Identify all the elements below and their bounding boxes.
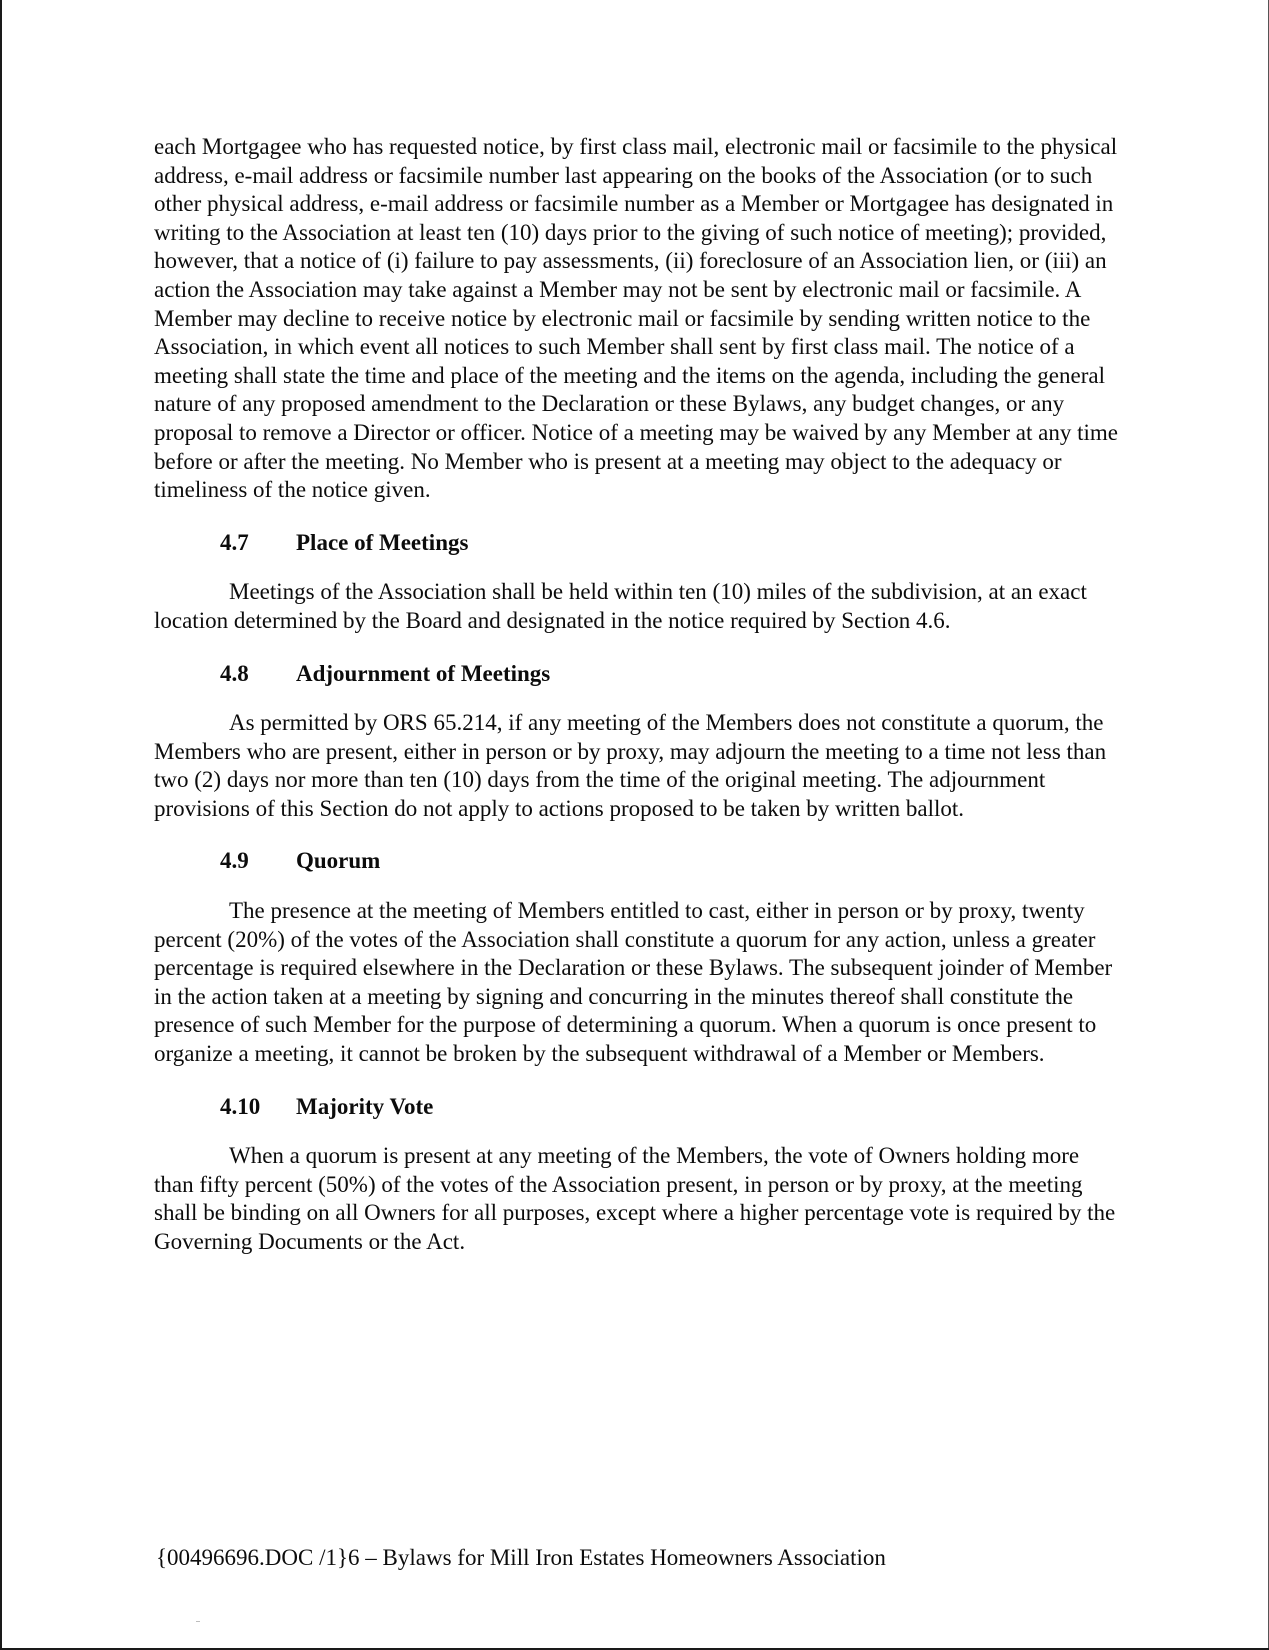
section-body-4-9: The presence at the meeting of Members entitled to cast, either in person or by proxy, twenty percent (20%) of the votes of the Association shall constitute a quorum for any action, unless a greater percentage is required elsewhere in the Declaration or these Bylaws. The subsequent joinder of Member in the action taken at a meeting by signing and concurring in the minutes thereof shall constitute the presence of such Member for the purpose of determining a quorum. When a quorum is once present to organize a meeting, it cannot be broken by the subsequent withdrawal of a Member or Members. [154,898,1113,1067]
section-heading-4-9 [154,847,1119,876]
opening-paragraph: each Mortgagee who has requested notice, by first class mail, electronic mail or facsimile to the physical address, e-mail address or facsimile number last appearing on the books of the Association (or to such other physical address, e-mail address or facsimile number as a Member or Mortgagee has designated in writing to the Association at least ten (10) days prior to the giving of such notice of meeting); provided, however, that a notice of (i) failure to pay assessments, (ii) foreclosure of an Association lien, or (iii) an action the Association may take against a Member may not be sent by electronic mail or facsimile. A Member may decline to receive notice by electronic mail or facsimile by sending written notice to the Association, in which event all notices to such Member shall sent by first class mail. The notice of a meeting shall state the time and place of the meeting and the items on the agenda, including the general nature of any proposed amendment to the Declaration or these Bylaws, any budget changes, or any proposal to remove a Director or officer. Notice of a meeting may be waived by any Member at any time before or after the meeting. No Member who is present at a meeting may object to the adequacy or timeliness of the notice given. [154,134,1118,503]
section-heading-4-8 [154,660,1119,689]
document-body [154,133,1119,1257]
section-title: Adjournment of Meetings [296,660,551,686]
scan-speck [196,1621,200,1622]
section-title: Quorum [296,848,381,874]
section-title: Majority Vote [296,1093,434,1119]
page-footer: {00496696.DOC /1}6 – Bylaws for Mill Iron Estates Homeowners Association [156,1545,886,1570]
section-heading-4-10 [154,1093,1119,1122]
section-number: 4.10 [220,1093,261,1119]
section-number: 4.9 [220,848,249,874]
section-number: 4.8 [220,660,249,686]
section-number: 4.7 [220,529,249,555]
section-body-4-8: As permitted by ORS 65.214, if any meeting of the Members does not constitute a quorum, the Members who are present, either in person or by proxy, may adjourn the meeting to a time not less than two (2) days nor more than ten (10) days from the time of the original meeting. The adjournment provisions of this Section do not apply to actions proposed to be taken by written ballot. [154,710,1107,821]
section-body-4-10: When a quorum is present at any meeting of the Members, the vote of Owners holding more than fifty percent (50%) of the votes of the Association present, in person or by proxy, at the meeting shall be binding on all Owners for all purposes, except where a higher percentage vote is required by the Governing Documents or the Act. [154,1143,1116,1254]
section-title: Place of Meetings [296,529,469,555]
section-body-4-7: Meetings of the Association shall be held within ten (10) miles of the subdivision, at an exact location determined by the Board and designated in the notice required by Section 4.6. [154,579,1087,633]
section-heading-4-7 [154,529,1119,558]
scan-edge-left [0,0,2,1650]
